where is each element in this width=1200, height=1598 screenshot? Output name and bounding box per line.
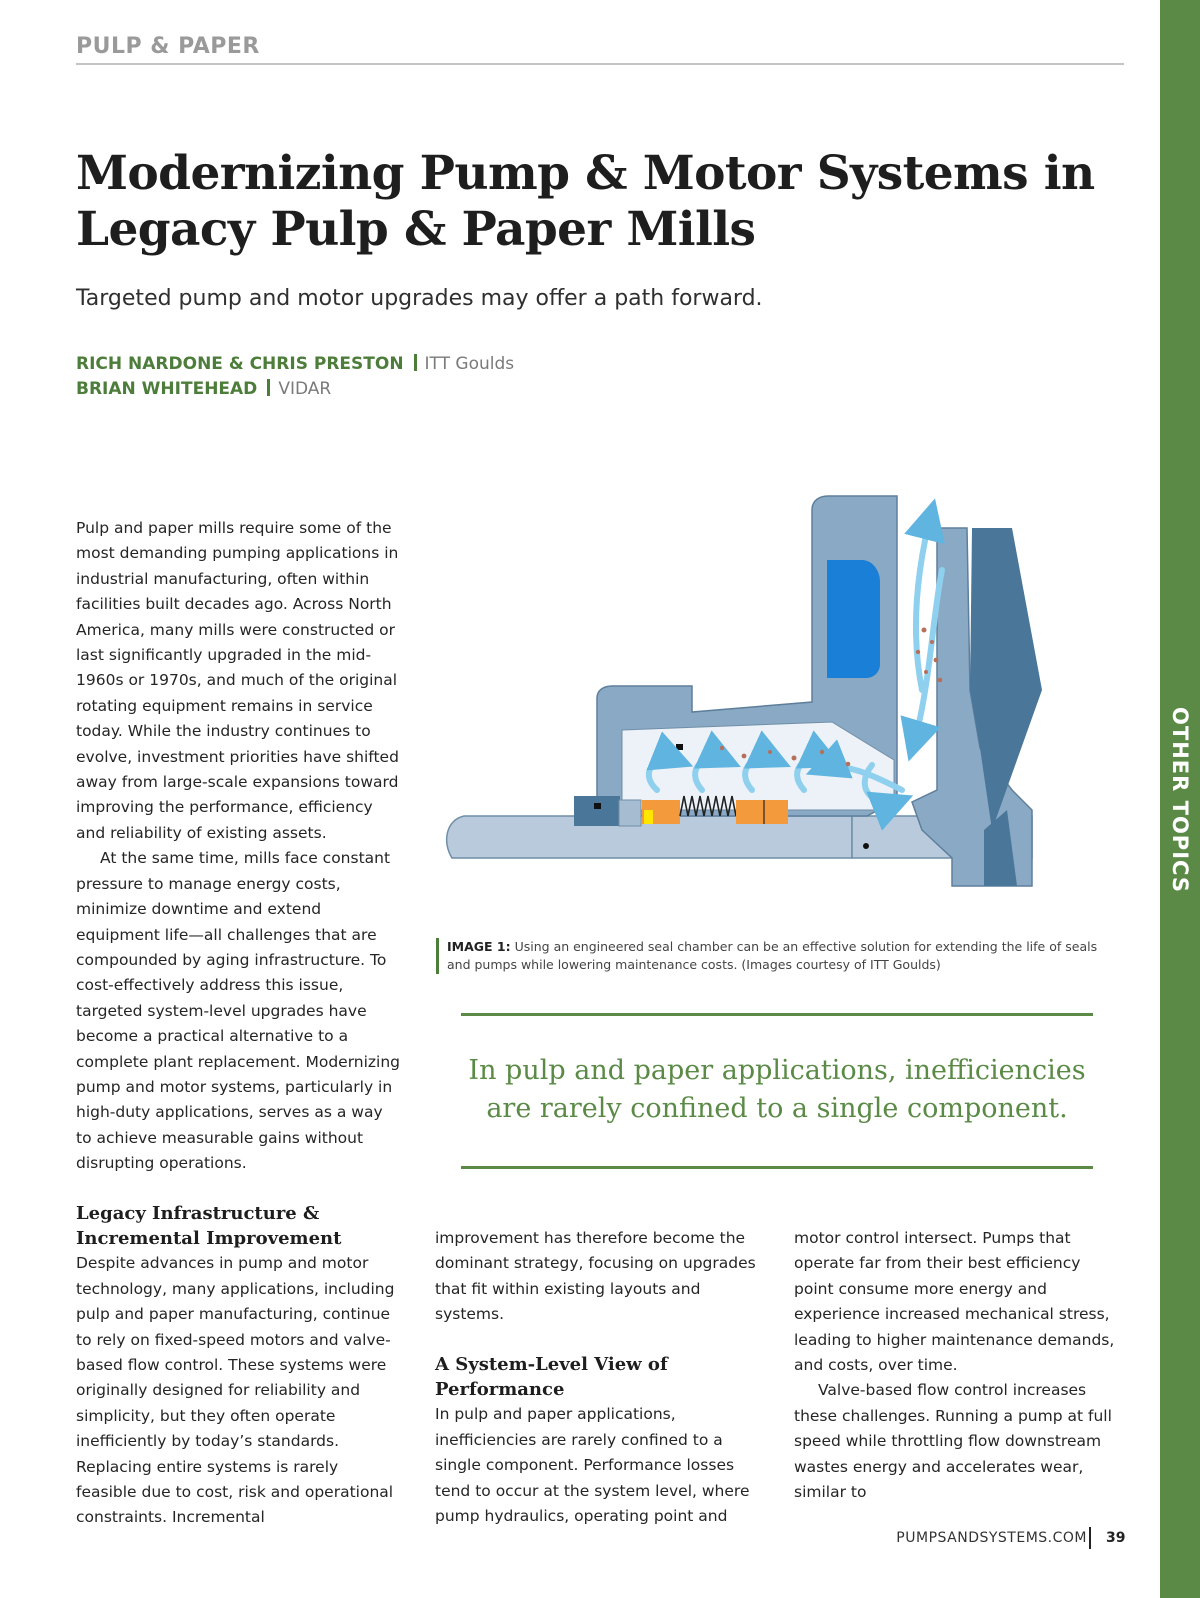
paragraph-7: Valve-based flow control increases these challenges. Running a pump at full speed while throttling flow downstream wastes energy and accelerates wear, similar to <box>794 1381 1112 1502</box>
title-line-1: Modernizing Pump & Motor Systems in <box>76 146 1095 201</box>
paragraph-4: improvement has therefore become the dominant strategy, focusing on upgrades that fit within existing layouts and systems. <box>435 1229 756 1324</box>
paragraph-3: Despite advances in pump and motor technology, many applications, including pulp and paper manufacturing, continue to rely on fixed-speed motors and valve-based flow control. These systems were originally designed for reliability and simplicity, but they often operate inefficiently by today’s standards. Replacing entire systems is rarely feasible due to cost, risk and operational constraints. Incremental <box>76 1254 395 1527</box>
paragraph-1: Pulp and paper mills require some of the most demanding pumping applications in industrial manufacturing, often within facilities built decades ago. Across North America, many mills were constructed or last significantly upgraded in the mid-1960s or 1970s, and much of the original rotating equipment remains in service today. While the industry continues to evolve, investment priorities have shifted away from large-scale expansions toward improving the performance, efficiency and reliability of existing assets. <box>76 519 399 842</box>
seal-face-right <box>736 800 788 824</box>
seal-chamber-figure <box>432 490 1102 910</box>
pull-quote-rule-bottom <box>461 1166 1093 1169</box>
byline-divider-1 <box>414 354 417 371</box>
seal-o-ring <box>644 810 653 824</box>
paragraph-5: In pulp and paper applications, inefficiencies are rarely confined to a single component. Performance losses tend to occur at the system level, where pump hydraulics, operating point and <box>435 1405 750 1526</box>
author-org-1: ITT Goulds <box>424 354 515 374</box>
article-title <box>76 146 1116 258</box>
subheading-legacy: Legacy Infrastructure & Incremental Improvement <box>76 1202 342 1249</box>
seal-chamber-illustration <box>432 490 1102 910</box>
seal-marker-1 <box>594 803 601 809</box>
caption-label: IMAGE 1: <box>447 939 511 954</box>
seal-marker-3 <box>863 843 869 849</box>
title-line-2: Legacy Pulp & Paper Mills <box>76 202 756 257</box>
column-1 <box>76 516 402 1531</box>
column-2 <box>435 1226 761 1529</box>
seal-marker-2 <box>676 744 683 750</box>
figure-caption <box>436 938 1107 974</box>
pull-quote: In pulp and paper applications, inefficiencies are rarely confined to a single component. <box>468 1055 1086 1124</box>
byline-1 <box>76 353 514 375</box>
article-subtitle: Targeted pump and motor upgrades may offer a path forward. <box>76 286 763 311</box>
gland-plate <box>619 800 641 826</box>
paragraph-6: motor control intersect. Pumps that operate far from their best efficiency point consume more energy and experience increased mechanical stress, leading to higher maintenance demands, and costs, over time. <box>794 1229 1115 1375</box>
seal-cavity <box>622 722 894 810</box>
column-3 <box>794 1226 1120 1505</box>
footer-site: PUMPSANDSYSTEMS.COM <box>896 1530 1087 1546</box>
caption-text: Using an engineered seal chamber can be an effective solution for extending the life of seals and pumps while lowering maintenance costs. (Images courtesy of ITT Goulds) <box>447 939 1098 972</box>
byline-2 <box>76 378 331 400</box>
section-label: PULP & PAPER <box>76 34 260 59</box>
author-names-1: RICH NARDONE & CHRIS PRESTON <box>76 354 404 374</box>
byline-divider-2 <box>267 379 270 396</box>
gland-block <box>574 796 620 826</box>
subheading-system-view: A System-Level View of Performance <box>435 1353 668 1401</box>
water-cooling-jacket <box>827 560 880 678</box>
side-topic-label: OTHER TOPICS <box>1168 707 1192 893</box>
page-number: 39 <box>1106 1530 1126 1546</box>
section-rule <box>76 63 1124 65</box>
pull-quote-rule-top <box>461 1013 1093 1016</box>
paragraph-2: At the same time, mills face constant pressure to manage energy costs, minimize downtime and extend equipment life—all challenges that are compounded by aging infrastructure. To cost-effectively address this issue, targeted system-level upgrades have become a practical alternative to a complete plant replacement. Modernizing pump and motor systems, particularly in high-duty applications, serves as a way to achieve measurable gains without disrupting operations. <box>76 849 401 1173</box>
author-org-2: VIDAR <box>278 379 332 399</box>
footer-divider <box>1089 1527 1091 1549</box>
author-names-2: BRIAN WHITEHEAD <box>76 379 258 399</box>
